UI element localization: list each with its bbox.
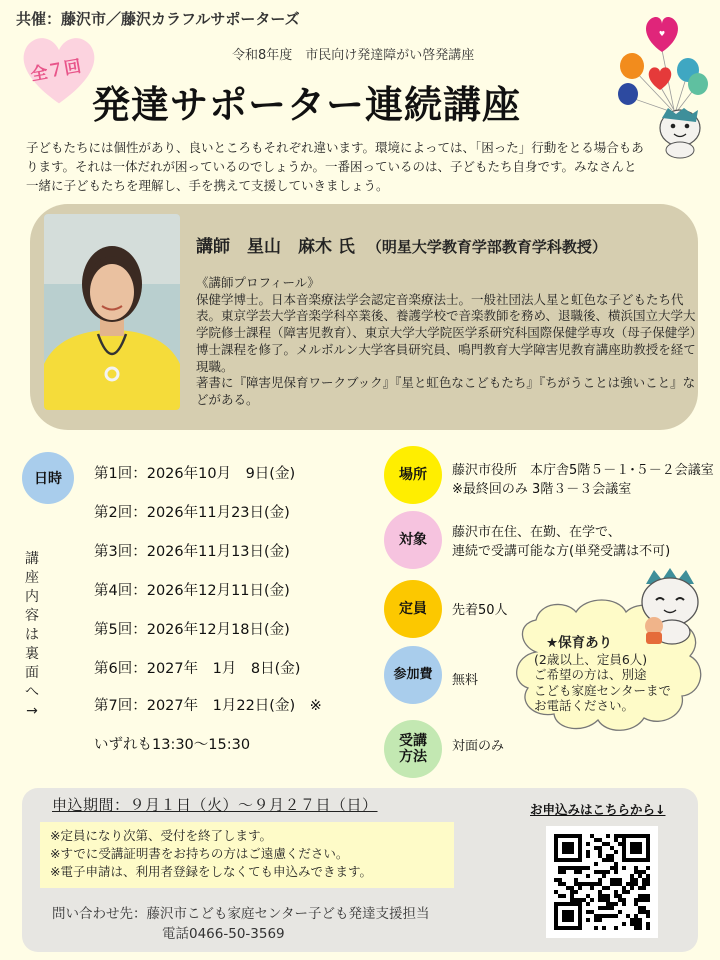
note-1: ※定員になり次第、受付を終了します。 [50, 828, 272, 843]
method-text: 対面のみ [452, 739, 505, 754]
method-label-2: 方法 [399, 749, 427, 765]
contact-info [52, 904, 429, 944]
apply-here-label: お申込みはこちらから↓ [530, 802, 666, 817]
round-count-label: 全７回 [29, 56, 83, 86]
nursery-line-1: (2歳以上、定員6人) [534, 651, 648, 667]
date-badge: 日時 [22, 452, 74, 504]
profile-heading: 《講師プロフィール》 [196, 275, 320, 290]
session-7: 第7回：2027年 1月22日(金) ※ [94, 698, 322, 714]
session-1: 第1回：2026年10月 9日(金) [94, 466, 296, 482]
session-5: 第5回：2026年12月18日(金) [94, 622, 290, 638]
lecturer-photo [44, 214, 180, 410]
target-line-2: 連続で受講可能な方(単発受講は不可) [452, 544, 671, 559]
capacity-text: 先着50人 [452, 603, 508, 618]
target-text [452, 523, 670, 561]
method-badge [384, 720, 442, 778]
fee-text: 無料 [452, 673, 479, 688]
venue-line-2: ※最終回のみ 3階３－３会議室 [452, 482, 632, 497]
venue-text [452, 461, 714, 499]
subtitle: 令和8年度 市民向け発達障がい啓発講座 [232, 48, 475, 63]
lecturer-name [196, 232, 607, 257]
nursery-line-2: ご希望の方は、別途 [534, 667, 647, 682]
contact-line: 問い合わせ先：藤沢市こども家庭センター子ども発達支援担当 [52, 906, 430, 922]
intro-paragraph: 子どもたちには個性があり、良いところもそれぞれ違います。環境によっては、「困った」行動をとる場合もあります。それは一体だれが困っているのでしょうか。一番困っているのは、子どもたち自身です。みなさんと一緒に子どもたちを理解し、手を携えて支援していきましょう。 [26, 140, 644, 193]
note-2: ※すでに受講証明書をお持ちの方はご遠慮ください。 [50, 846, 349, 861]
svg-text:♥: ♥ [658, 30, 666, 38]
session-4: 第4回：2026年12月11日(金) [94, 583, 290, 599]
nursery-line-3: こども家庭センターまで [534, 682, 672, 698]
nursery-note [534, 636, 704, 714]
nursery-title: ★保育あり [546, 635, 613, 651]
qr-code[interactable] [546, 826, 658, 938]
fee-badge: 参加費 [384, 646, 442, 704]
method-label-1: 受講 [399, 733, 427, 749]
profile-body: 保健学博士。日本音楽療法学会認定音楽療法士。一般社団法人星と虹色な子どもたち代表。東京学芸大学音楽学科卒業後、養護学校で音楽教師を務め、退職後、横浜国立大学大学院修士課程（障害児教育）、東京大学大学院医学系研究科国際保健学専攻（母子保健学）博士課程を修了。メルボルン大学客員研究員、鳴門教育大学障害児教育講座助教授を経て現職。 [196, 291, 697, 374]
lecturer-affiliation: （明星大学教育学部教育学科教授） [366, 238, 607, 256]
host-line: 共催：藤沢市／藤沢カラフルサポーターズ [16, 10, 300, 28]
lecturer-name-text: 講師 星山 麻木 氏 [196, 237, 355, 257]
capacity-badge: 定員 [384, 580, 442, 638]
profile-books: 著書に『障害児保育ワークブック』『星と虹色なこどもたち』『ちがうことは強いこと』などがある。 [196, 375, 696, 407]
note-3: ※電子申請は、利用者登録をしなくても申込みできます。 [50, 864, 372, 879]
session-time: いずれも13:30～15:30 [94, 737, 251, 753]
application-period: 申込期間：９月１日（火）～９月２７日（日） [52, 796, 378, 814]
nursery-line-4: お電話ください。 [534, 698, 635, 713]
lecturer-profile [196, 275, 696, 409]
venue-badge: 場所 [384, 446, 442, 504]
contact-phone: 電話0466-50-3569 [162, 926, 285, 942]
target-badge: 対象 [384, 511, 442, 569]
session-6: 第6回：2027年 1月 8日(金) [94, 661, 301, 677]
back-page-note: 講座内容は裏面へ→ [25, 551, 39, 719]
page-title: 発達サポーター連続講座 [92, 83, 522, 127]
venue-line-1: 藤沢市役所 本庁舎5階５－１･５－２会議室 [452, 463, 714, 478]
application-notes [40, 822, 454, 888]
session-3: 第3回：2026年11月13日(金) [94, 544, 290, 560]
session-2: 第2回：2026年11月23日(金) [94, 505, 290, 521]
target-line-1: 藤沢市在住、在勤、在学で、 [452, 525, 621, 540]
